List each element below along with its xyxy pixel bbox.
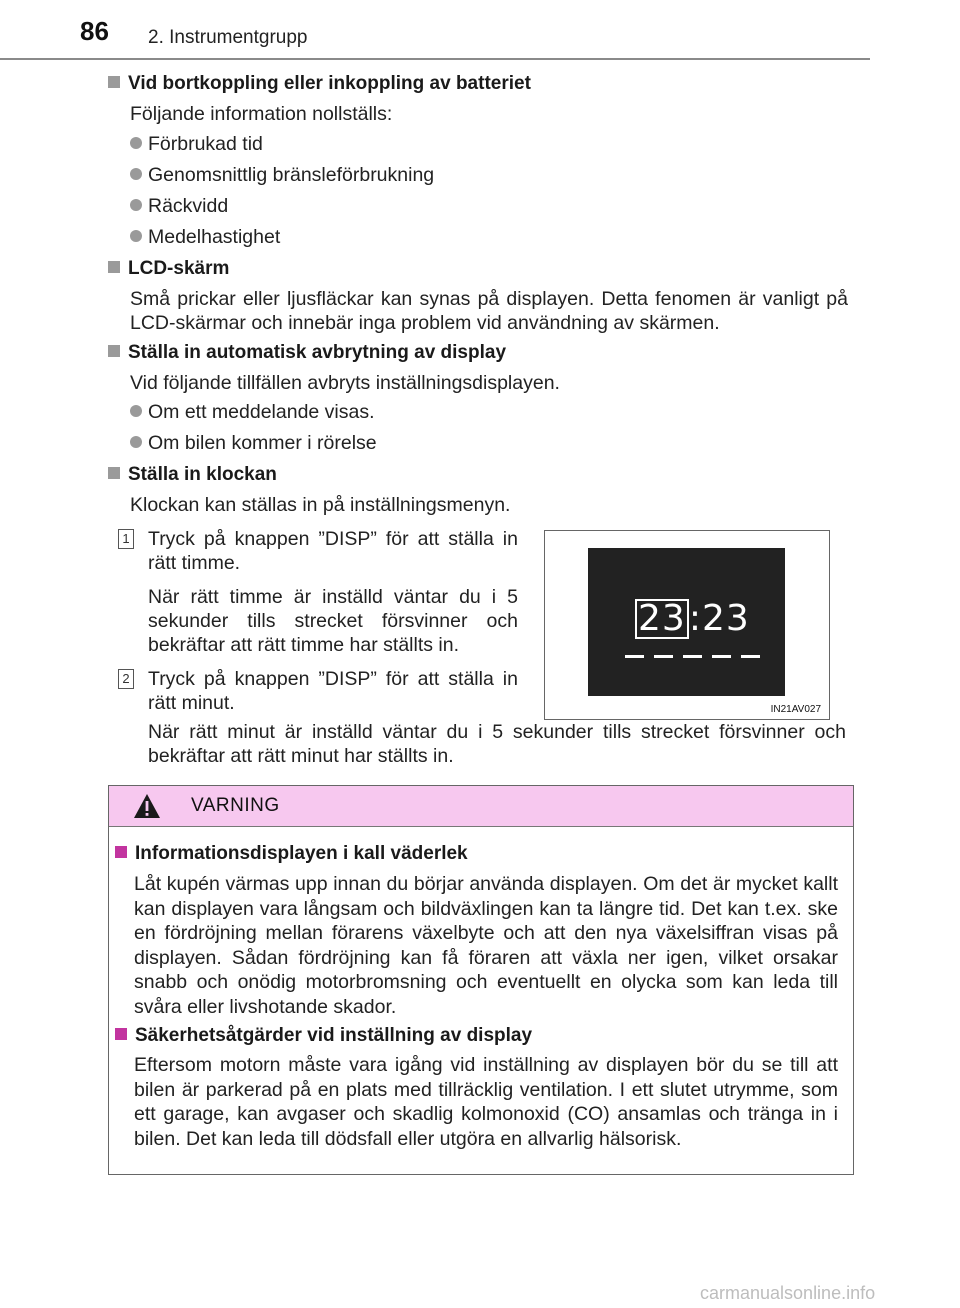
step2-text: Tryck på knappen ”DISP” för att ställa in rätt minut. [148,668,518,714]
square-bullet-icon [108,345,120,357]
clock-minutes: 23 [701,598,750,639]
heading-battery: Vid bortkoppling eller inkoppling av batteriet [108,73,531,95]
list-item: Genomsnittlig bränsleförbrukning [130,164,434,187]
warning-label: VARNING [191,795,280,816]
list-item: Om bilen kommer i rörelse [130,432,377,455]
clock-hours: 23 [635,599,689,639]
step1-text: Tryck på knappen ”DISP” för att ställa in rätt timme. [148,528,518,574]
bullet-icon [130,230,142,242]
square-bullet-icon [108,467,120,479]
header-divider [0,58,870,60]
warning-box [108,785,854,1175]
list-item: Förbrukad tid [130,133,263,156]
bullet-icon [130,436,142,448]
list-item: Räckvidd [130,195,228,218]
page-number: 86 [80,16,109,46]
square-bullet-icon [115,846,127,858]
step2-note: När rätt minut är inställd väntar du i 5 sekunder tills strecket försvinner och bekräftar att rätt minut har ställts in. [148,721,846,767]
square-bullet-icon [108,76,120,88]
lcd-text: Små prickar eller ljusfläckar kan synas på displayen. Detta fenomen är vanligt på LCD-skärmar och innebär inga problem vid användning av skärmen. [130,288,848,334]
warning-heading-safety: Säkerhetsåtgärder vid inställning av display [115,1025,532,1047]
display-screen [588,548,785,696]
clock-intro: Klockan kan ställas in på inställningsmenyn. [130,494,511,516]
warning-header [109,786,853,827]
step-number: 1 [118,529,134,549]
warning-icon [133,793,161,819]
bullet-icon [130,137,142,149]
clock-readout [635,598,750,639]
watermark: carmanualsonline.info [700,1283,876,1303]
list-item: Om ett meddelande visas. [130,401,375,424]
heading-auto-cancel: Ställa in automatisk avbrytning av display [108,342,506,364]
square-bullet-icon [108,261,120,273]
bullet-icon [130,199,142,211]
step-number: 2 [118,669,134,689]
step1-note: När rätt timme är inställd väntar du i 5 sekunder tills strecket försvinner och bekräftar att rätt timme har ställts in. [148,586,518,656]
heading-clock: Ställa in klockan [108,464,277,486]
auto-cancel-intro: Vid följande tillfällen avbryts inställningsdisplayen. [130,372,560,394]
warning-text-safety: Eftersom motorn måste vara igång vid inställning av displayen bör du se till att bilen är parkerad på en plats med tillräcklig ventilation. I ett slutet utrymme, som ett garage, kan avgaser och skadlig kolmonoxid (CO) ansamlas och tränga in i bilen. Det kan leda till dödsfall eller utgöra en allvarlig hälsorisk. [134,1054,838,1150]
list-item: Medelhastighet [130,226,280,249]
heading-lcd: LCD-skärm [108,258,229,280]
warning-heading-cold: Informationsdisplayen i kall väderlek [115,843,468,865]
figure-code: IN21AV027 [770,704,821,715]
clock-separator: : [688,598,702,639]
blink-dashes [625,645,770,663]
bullet-icon [130,405,142,417]
clock-display-figure [544,530,830,720]
bullet-icon [130,168,142,180]
battery-intro: Följande information nollställs: [130,103,393,125]
warning-text-cold: Låt kupén värmas upp innan du börjar använda displayen. Om det är mycket kallt kan displayen vara långsam och bildväxlingen kan ta längre tid. Det kan t.ex. ske en fördröjning mellan förarens växelbyte och att den nya växelsiffran visas på displayen. Sådan fördröjning kan få föraren att växla ner igen, vilket orsakar snabb och onödig motorbromsning och eventuellt en olycka som kan leda till svåra eller livshotande skador. [134,873,838,1018]
section-title: 2. Instrumentgrupp [148,27,308,48]
square-bullet-icon [115,1028,127,1040]
